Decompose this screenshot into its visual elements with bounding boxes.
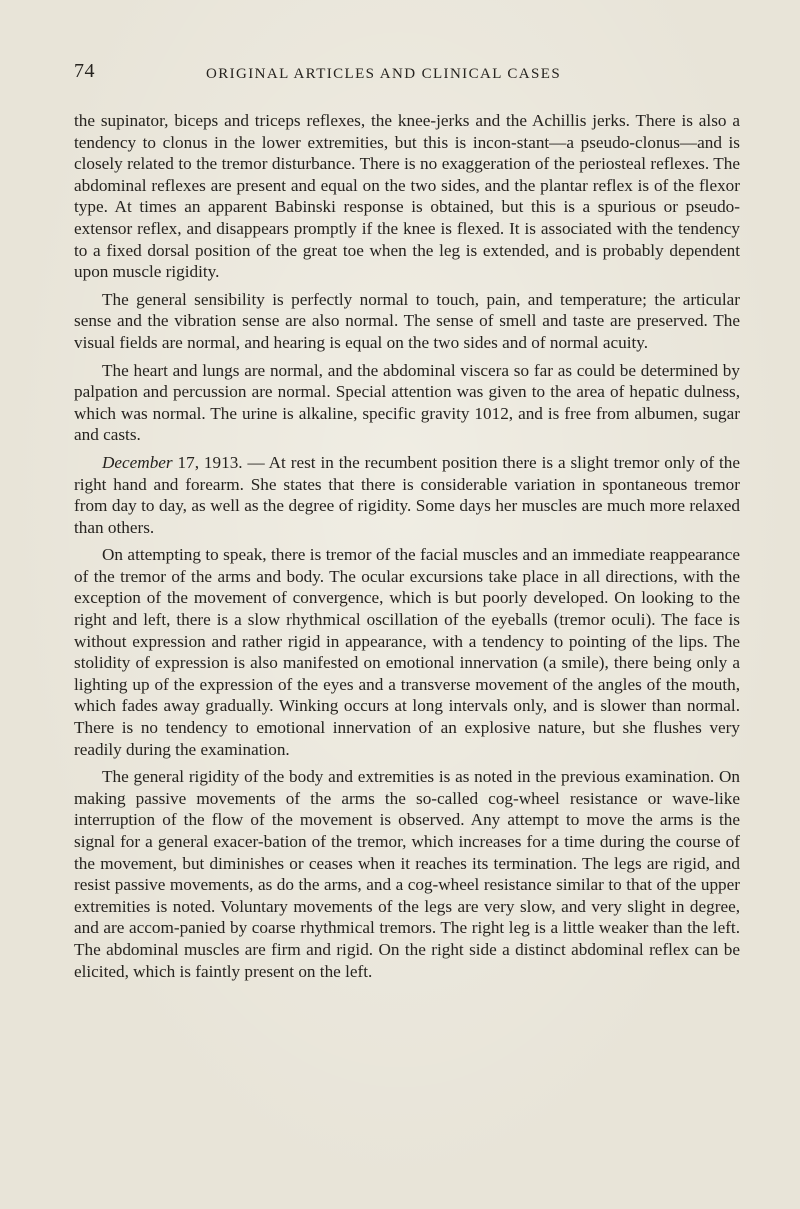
body-text (74, 110, 740, 988)
paragraph-december-text: 17, 1913. — At rest in the recumbent position there is a slight tremor only of the right hand and forearm. She states that there is considerable variation in spontaneous tremor from day to day, as well as the degree of rigidity. Some days her muscles are much more relaxed than others. (74, 452, 740, 537)
paragraph-speech-tremor: On attempting to speak, there is tremor of the facial muscles and an immediate reappearance of the tremor of the arms and body. The ocular excursions take place in all directions, with the exception of the movement of convergence, which is but poorly developed. On looking to the right and left, there is a slow rhythmical oscillation of the eyeballs (tremor oculi). The face is without expression and rather rigid in appearance, with a tendency to pointing of the lips. The stolidity of expression is also manifested on emotional innervation (a smile), there being only a lighting up of the expression of the eyes and a transverse movement of the angles of the mouth, which fades away gradually. Winking occurs at long intervals only, and is slower than normal. There is no tendency to emotional innervation of an explosive nature, but she flushes very readily during the examination. (74, 545, 740, 759)
running-title: ORIGINAL ARTICLES AND CLINICAL CASES (206, 66, 562, 82)
paragraph-reflexes: the supinator, biceps and triceps reflexes, the knee-jerks and the Achillis jerks. There is also a tendency to clonus in the lower extremities, but this is incon-stant—a pseudo-clonus—and is closely related to the tremor disturbance. There is no exaggeration of the periosteal reflexes. The abdominal reflexes are present and equal on the two sides, and the plantar reflex is of the flexor type. At times an apparent Babinski response is obtained, but this is a spurious or pseudo-extensor reflex, and disappears promptly if the knee is flexed. It is associated with the tendency to a fixed dorsal position of the great toe when the leg is extended, and is probably dependent upon muscle rigidity. (74, 111, 740, 282)
paragraph-general-rigidity: The general rigidity of the body and extremities is as noted in the previous examination. On making passive movements of the arms the so-called cog-wheel resistance or wave-like interruption of the flow of the movement is observed. Any attempt to move the arms is the signal for a general exacer-bation of the tremor, which increases for a time during the course of the movement, but diminishes or ceases when it reaches its termination. The legs are rigid, and resist passive movements, as do the arms, and a cog-wheel resistance similar to that of the upper extremities is noted. Voluntary movements of the legs are very slow, and very slight in degree, and are accom-panied by coarse rhythmical tremors. The right leg is a little weaker than the left. The abdominal muscles are firm and rigid. On the right side a distinct abdominal reflex can be elicited, which is faintly present on the left. (74, 767, 740, 981)
running-header (74, 60, 734, 90)
page-number: 74 (74, 60, 95, 82)
paragraph-heart-lungs: The heart and lungs are normal, and the abdominal viscera so far as could be determined by palpation and percussion are normal. Special attention was given to the area of hepatic dulness, which was normal. The urine is alkaline, specific gravity 1012, and is free from albumen, sugar and casts. (74, 360, 740, 445)
paragraph-december-entry (74, 452, 740, 538)
entry-date-month: December (102, 452, 173, 472)
paragraph-sensibility: The general sensibility is perfectly normal to touch, pain, and temperature; the articular sense and the vibration sense are also normal. The sense of smell and taste are preserved. The visual fields are normal, and hearing is equal on the two sides and of normal acuity. (74, 289, 740, 352)
